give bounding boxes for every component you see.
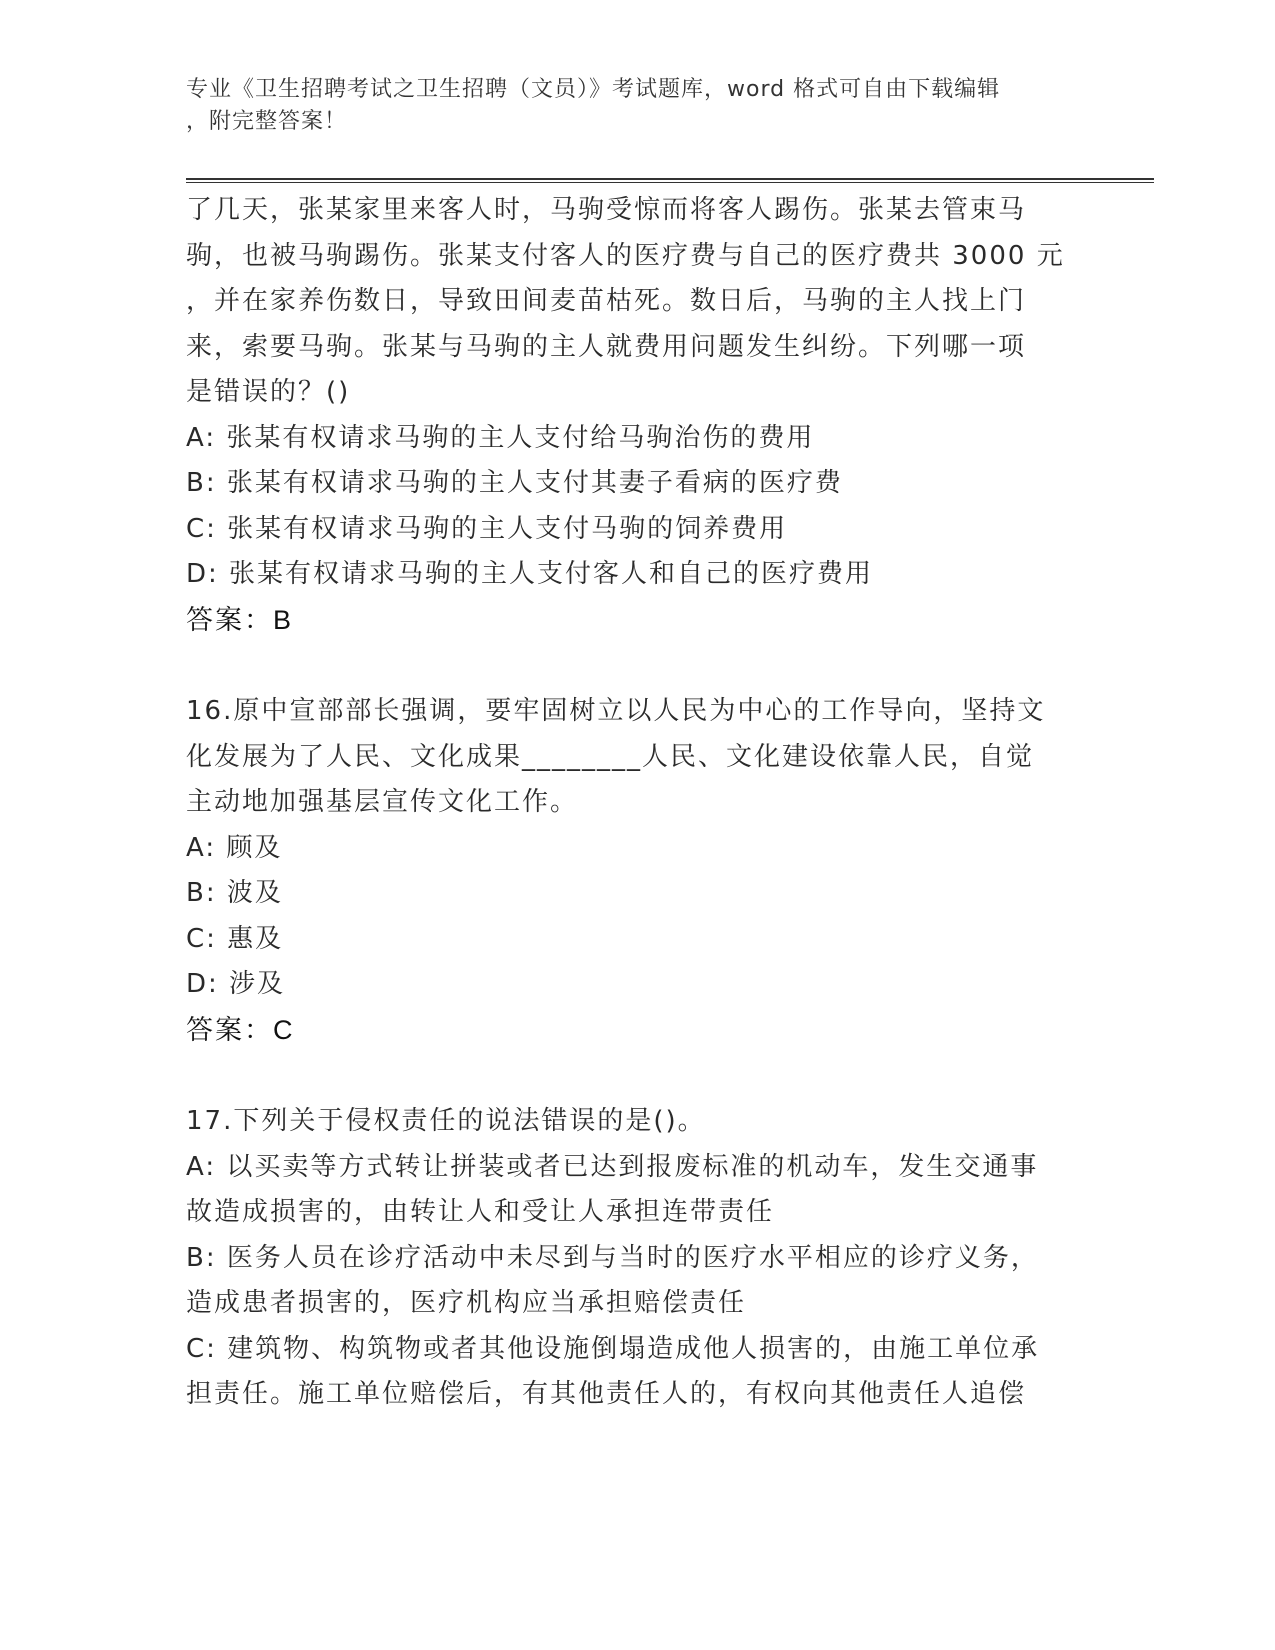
answer-line: 答案：C: [186, 1014, 295, 1045]
option-c: C: 惠及: [186, 923, 284, 954]
option-c: C: 张某有权请求马驹的主人支付马驹的饲养费用: [186, 513, 788, 544]
question-stem-line: 17.下列关于侵权责任的说法错误的是()。: [186, 1106, 706, 1136]
header-title-line-2: ，附完整答案！: [186, 109, 348, 134]
question-16: [186, 689, 1086, 1053]
question-stem-line: 了几天，张某家里来客人时，马驹受惊而将客人踢伤。张某去管束马: [186, 195, 1027, 225]
option-c-line-1: C: 建筑物、构筑物或者其他设施倒塌造成他人损害的，由施工单位承: [186, 1333, 1040, 1364]
option-d: D: 张某有权请求马驹的主人支付客人和自己的医疗费用: [186, 559, 874, 589]
answer-line: 答案：B: [186, 604, 294, 635]
question-15: [186, 188, 1086, 643]
question-stem-line: 化发展为了人民、文化成果________人民、文化建设依靠人民，自觉: [186, 741, 1035, 772]
option-a: A: 顾及: [186, 832, 283, 863]
question-gap: [186, 1053, 1086, 1099]
option-d: D: 涉及: [186, 969, 286, 999]
question-stem-line: ，并在家养伤数日，导致田间麦苗枯死。数日后，马驹的主人找上门: [186, 286, 1027, 316]
question-stem-line: 是错误的？(): [186, 377, 351, 407]
option-a-line-2: 故造成损害的，由转让人和受让人承担连带责任: [186, 1197, 775, 1227]
option-b: B: 波及: [186, 878, 283, 908]
question-17: [186, 1099, 1086, 1418]
document-body: [186, 188, 1086, 1418]
option-b-line-1: B: 医务人员在诊疗活动中未尽到与当时的医疗水平相应的诊疗义务，: [186, 1242, 1039, 1273]
header-title-line-1: 专业《卫生招聘考试之卫生招聘（文员）》考试题库，word 格式可自由下载编辑: [186, 77, 1001, 102]
option-a: A: 张某有权请求马驹的主人支付给马驹治伤的费用: [186, 422, 815, 453]
question-stem-line: 来，索要马驹。张某与马驹的主人就费用问题发生纠纷。下列哪一项: [186, 331, 1027, 362]
header-divider: [186, 178, 1154, 183]
option-a-line-1: A: 以买卖等方式转让拼装或者已达到报废标准的机动车，发生交通事: [186, 1151, 1039, 1182]
question-gap: [186, 643, 1086, 689]
option-b-line-2: 造成患者损害的，医疗机构应当承担赔偿责任: [186, 1288, 747, 1318]
option-b: B: 张某有权请求马驹的主人支付其妻子看病的医疗费: [186, 468, 843, 498]
question-stem-line: 驹，也被马驹踢伤。张某支付客人的医疗费与自己的医疗费共 3000 元: [186, 240, 1065, 271]
question-stem-line: 16.原中宣部部长强调，要牢固树立以人民为中心的工作导向，坚持文: [186, 696, 1046, 726]
option-c-line-2: 担责任。施工单位赔偿后，有其他责任人的，有权向其他责任人追偿: [186, 1379, 1027, 1409]
question-stem-line: 主动地加强基层宣传文化工作。: [186, 787, 579, 817]
page-header: [186, 74, 1086, 138]
